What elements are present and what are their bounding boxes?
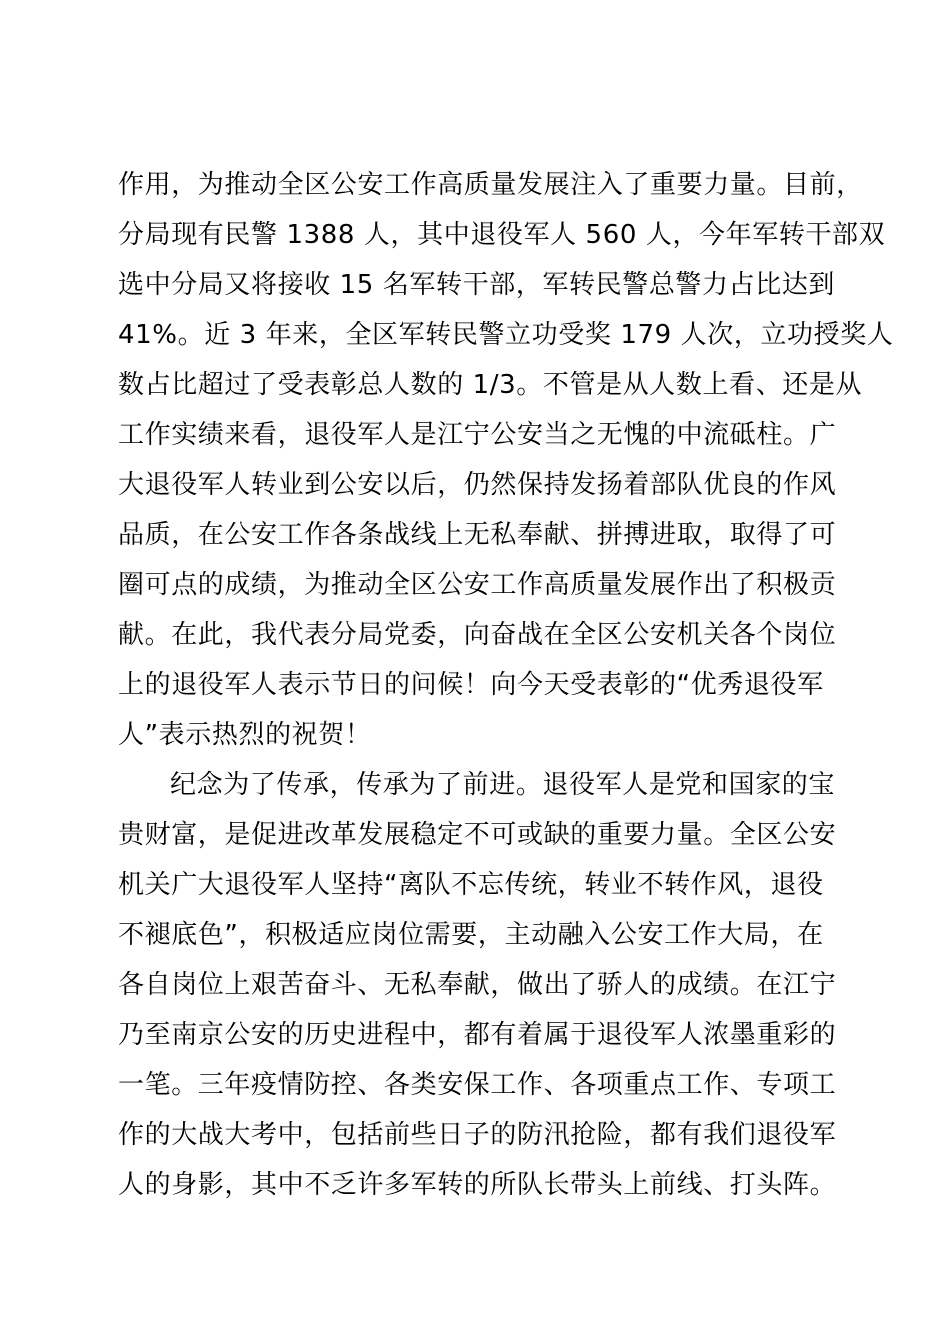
- text-line: 圈可点的成绩，为推动全区公安工作高质量发展作出了积极贡: [118, 570, 837, 600]
- text-line: 工作实绩来看，退役军人是江宁公安当之无愧的中流砥柱。广: [118, 420, 837, 450]
- text-line: 机关广大退役军人坚持“离队不忘传统，转业不转作风，退役: [118, 870, 824, 900]
- text-line: 作用，为推动全区公安工作高质量发展注入了重要力量。目前，: [118, 170, 863, 200]
- text-line: 选中分局又将接收 15 名军转干部，军转民警总警力占比达到: [118, 270, 836, 300]
- text-line: 大退役军人转业到公安以后，仍然保持发扬着部队优良的作风: [118, 470, 837, 500]
- text-line: 乃至南京公安的历史进程中，都有着属于退役军人浓墨重彩的: [118, 1020, 837, 1050]
- text-line: 贵财富，是促进改革发展稳定不可或缺的重要力量。全区公安: [118, 820, 837, 850]
- paragraph-first-line: 纪念为了传承，传承为了前进。退役军人是党和国家的宝: [170, 770, 836, 800]
- text-line: 各自岗位上艰苦奋斗、无私奉献，做出了骄人的成绩。在江宁: [118, 970, 837, 1000]
- text-line: 人”表示热烈的祝贺！: [118, 720, 372, 750]
- text-line: 上的退役军人表示节日的问候！向今天受表彰的“优秀退役军: [118, 670, 824, 700]
- text-line: 数占比超过了受表彰总人数的 1/3。不管是从人数上看、还是从: [118, 370, 863, 400]
- text-line: 分局现有民警 1388 人，其中退役军人 560 人，今年军转干部双: [118, 220, 886, 250]
- text-line: 作的大战大考中，包括前些日子的防汛抢险，都有我们退役军: [118, 1120, 837, 1150]
- text-line: 41%。近 3 年来，全区军转民警立功受奖 179 人次，立功授奖人: [118, 320, 894, 350]
- text-line: 不褪底色”，积极适应岗位需要，主动融入公安工作大局，在: [118, 920, 824, 950]
- text-line: 献。在此，我代表分局党委，向奋战在全区公安机关各个岗位: [118, 620, 837, 650]
- text-line: 人的身影，其中不乏许多军转的所队长带头上前线、打头阵。: [118, 1170, 837, 1200]
- text-line: 一笔。三年疫情防控、各类安保工作、各项重点工作、专项工: [118, 1070, 837, 1100]
- text-line: 品质，在公安工作各条战线上无私奉献、拼搏进取，取得了可: [118, 520, 837, 550]
